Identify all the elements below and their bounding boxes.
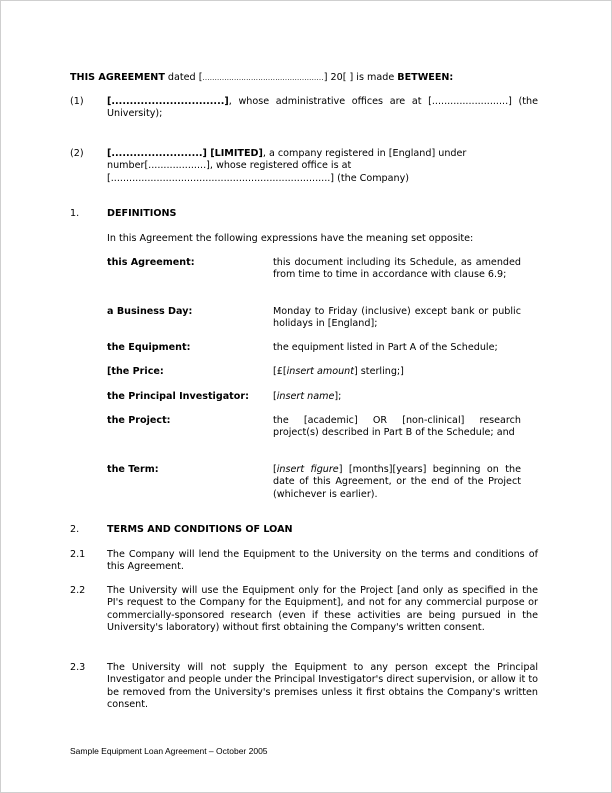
definitions-intro: In this Agreement the following expressions have the meaning set opposite: bbox=[107, 233, 474, 244]
agreement-intro: THIS AGREEMENT dated [..................................................] 20[ ] is made BETWEEN: bbox=[70, 72, 454, 83]
clause-2-3-text: The University will not supply the Equipment to any person except the Principal Investigator and people under the Principal Investigator's direct supervision, or allow it to be removed from the University's premises unless it first obtains the Company's written consent. bbox=[107, 662, 538, 711]
clause-2-1-text: The Company will lend the Equipment to the University on the terms and conditions of this Agreement. bbox=[107, 549, 538, 573]
agreement-title: THIS AGREEMENT bbox=[70, 72, 165, 83]
section-1-number: 1. bbox=[70, 208, 80, 219]
clause-2-1-number: 2.1 bbox=[70, 549, 86, 560]
section-2-heading: TERMS AND CONDITIONS OF LOAN bbox=[107, 524, 293, 535]
page-footer: Sample Equipment Loan Agreement – October 2005 bbox=[70, 746, 268, 756]
clause-2-2-number: 2.2 bbox=[70, 585, 86, 596]
between-label: BETWEEN: bbox=[397, 72, 454, 83]
party-2-number: (2) bbox=[70, 148, 84, 159]
section-2-number: 2. bbox=[70, 524, 80, 535]
party-1-number: (1) bbox=[70, 96, 84, 107]
party-2-text: [.........................] [LIMITED], a company registered in [England] under number[...................], whose registered office is at [........................................................................] (the Company) bbox=[107, 148, 467, 184]
clause-2-3-number: 2.3 bbox=[70, 662, 86, 673]
party-1-text: [...............................], whose administrative offices are at [.........................] (the University); bbox=[107, 96, 538, 120]
section-1-heading: DEFINITIONS bbox=[107, 208, 177, 219]
clause-2-2-text: The University will use the Equipment only for the Project [and only as specified in the PI's request to the Company for the Equipment], and not for any commercial purpose or commercially-sponsored research (even if these activities are being pursued in the University's laboratory) without first obtaining the Company's written consent. bbox=[107, 585, 538, 634]
